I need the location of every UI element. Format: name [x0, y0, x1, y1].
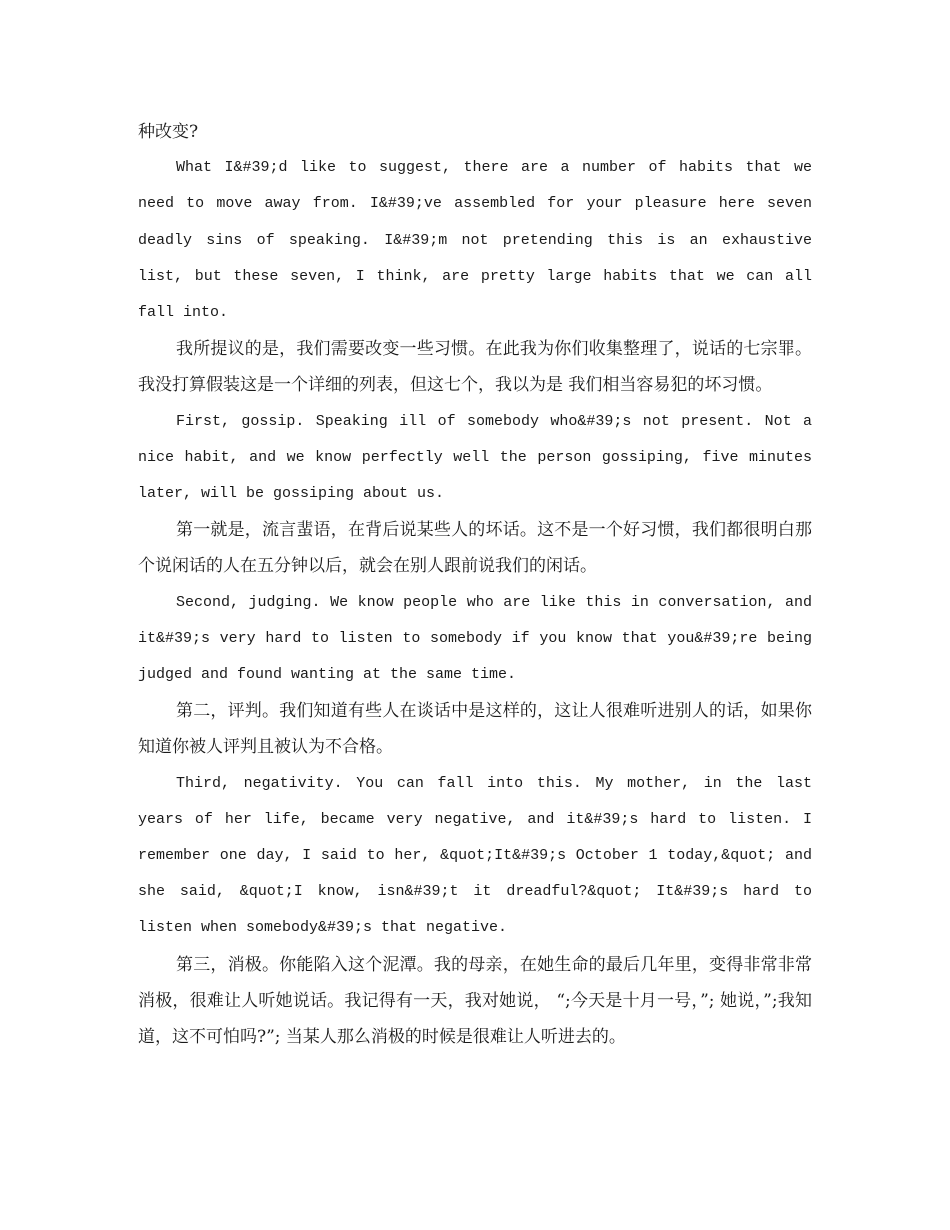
- paragraph-zh-gossip: 第一就是，流言蜚语，在背后说某些人的坏话。这不是一个好习惯，我们都很明白那个说闲话的人在五分钟以后，就会在别人跟前说我们的闲话。: [138, 520, 812, 577]
- paragraph-zh-negativity: 第三，消极。你能陷入这个泥潭。我的母亲，在她生命的最后几年里，变得非常非常消极，很难让人听她说话。我记得有一天，我对她说， “;今天是十月一号，”; 她说，”;我知道，这不可怕吗?”; 当某人那么消极的时候是很难让人听进去的。: [138, 954, 812, 1048]
- paragraph-continuation: 种改变?: [138, 122, 199, 142]
- paragraph-zh-intro: 我所提议的是，我们需要改变一些习惯。在此我为你们收集整理了，说话的七宗罪。我没打算假装这是一个详细的列表，但这七个，我以为是 我们相当容易犯的坏习惯。: [138, 339, 812, 396]
- document-page: [138, 114, 812, 1055]
- paragraph-en-intro: What I&#39;d like to suggest, there are a number of habits that we need to move away from. I&#39;ve assembled for your pleasure here seven deadly sins of speaking. I&#39;m not pretending this is an exhaustive list, but these seven, I think, are pretty large habits that we can all fall into.: [138, 159, 812, 322]
- paragraph-en-judging: Second, judging. We know people who are like this in conversation, and it&#39;s very hard to listen to somebody if you know that you&#39;re being judged and found wanting at the same time.: [138, 593, 812, 684]
- paragraph-en-negativity: Third, negativity. You can fall into this. My mother, in the last years of her life, became very negative, and it&#39;s hard to listen. I remember one day, I said to her, &quot;It&#39;s October 1 today,&quot; and she said, &quot;I know, isn&#39;t it dreadful?&quot; It&#39;s hard to listen when somebody&#39;s that negative.: [138, 774, 812, 937]
- paragraph-en-gossip: First, gossip. Speaking ill of somebody who&#39;s not present. Not a nice habit, and we know perfectly well the person gossiping, five minutes later, will be gossiping about us.: [138, 412, 812, 503]
- paragraph-zh-judging: 第二，评判。我们知道有些人在谈话中是这样的，这让人很难听进别人的话，如果你知道你被人评判且被认为不合格。: [138, 701, 812, 758]
